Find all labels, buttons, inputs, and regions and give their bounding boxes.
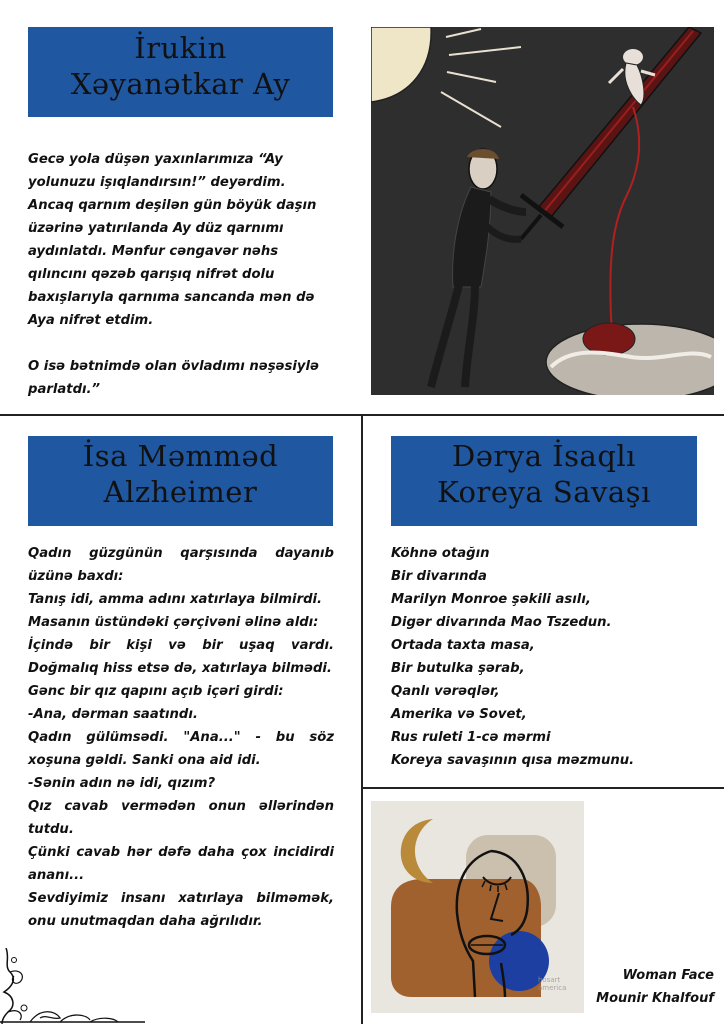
isa-line: -Ana, dərman saatındı.	[28, 707, 198, 722]
title-derya-author: Dərya İsaqlı	[452, 439, 636, 473]
artwork-artist: Mounir Khalfouf	[596, 991, 714, 1006]
derya-line: Koreya savaşının qısa məzmunu.	[391, 753, 635, 768]
irukin-text	[28, 148, 328, 401]
isa-text	[28, 542, 334, 933]
isa-line: Qadın güzgünün qarşısında dayanıb üzünə baxdı:	[28, 546, 334, 584]
isa-line: Tanış idi, amma adını xatırlaya bilmirdi.	[28, 592, 323, 607]
artwork-credit	[590, 964, 714, 1010]
isa-line: Çünki cavab hər dəfə daha çox incidirdi ananı...	[28, 845, 334, 883]
derya-line: Ortada taxta masa,	[391, 638, 535, 653]
irukin-paragraph-2: O isə bətnimdə olan övladımı nəşəsiylə parlatdı.”	[28, 359, 319, 397]
title-irukin-work: Xəyanətkar Ay	[70, 67, 291, 101]
artwork-watermark: hosart america	[538, 976, 567, 992]
knight-moon-illustration	[371, 27, 714, 395]
title-derya-work: Koreya Savaşı	[437, 475, 651, 509]
irukin-paragraph-1: Gecə yola düşən yaxınlarımıza “Ay yolunuzu işıqlandırsın!” deyərdim. Ancaq qarnım deşilən gün böyük daşın üzərinə yatırılanda Ay düz qarnımı aydınlatdı. Mənfur cəngavər nəhs qılıncını qəzəb qarışıq nifrət dolu baxışlarıyla qarnıma sancanda mən də Aya nifrət etdim.	[28, 152, 317, 328]
isa-line: Qız cavab vermədən onun əllərindən tutdu.	[28, 799, 334, 837]
derya-text	[391, 542, 701, 772]
title-derya	[391, 436, 697, 526]
isa-line: Masanın üstündəki çərçivəni əlinə aldı:	[28, 615, 319, 630]
horizontal-divider-right	[362, 787, 724, 789]
derya-line: Amerika və Sovet,	[391, 707, 527, 722]
isa-line: Qadın gülümsədi. "Ana..." - bu söz xoşuna gəldi. Sanki ona aid idi.	[28, 730, 334, 768]
derya-line: Bir butulka şərab,	[391, 661, 525, 676]
title-irukin	[28, 27, 333, 117]
isa-line: İçində bir kişi və bir uşaq vardı. Doğmalıq hiss etsə də, xatırlaya bilmədi.	[28, 638, 334, 676]
title-isa-author: İsa Məmməd	[82, 439, 279, 473]
title-isa	[28, 436, 333, 526]
derya-line: Digər divarında Mao Tszedun.	[391, 615, 612, 630]
title-isa-work: Alzheimer	[103, 475, 258, 509]
isa-line: Sevdiyimiz insanı xatırlaya bilməmək, onu unutmaqdan daha ağrılıdır.	[28, 891, 334, 929]
artwork-title: Woman Face	[622, 968, 714, 983]
isa-line: Gənc bir qız qapını açıb içəri girdi:	[28, 684, 284, 699]
derya-line: Bir divarında	[391, 569, 487, 584]
title-irukin-author: İrukin	[134, 31, 227, 65]
derya-line: Marilyn Monroe şəkili asılı,	[391, 592, 591, 607]
corner-ornament	[0, 948, 150, 1024]
isa-line: -Sənin adın nə idi, qızım?	[28, 776, 216, 791]
derya-line: Köhnə otağın	[391, 546, 490, 561]
derya-line: Rus ruleti 1-cə mərmi	[391, 730, 551, 745]
derya-line: Qanlı vərəqlər,	[391, 684, 500, 699]
vertical-divider	[361, 414, 363, 1024]
